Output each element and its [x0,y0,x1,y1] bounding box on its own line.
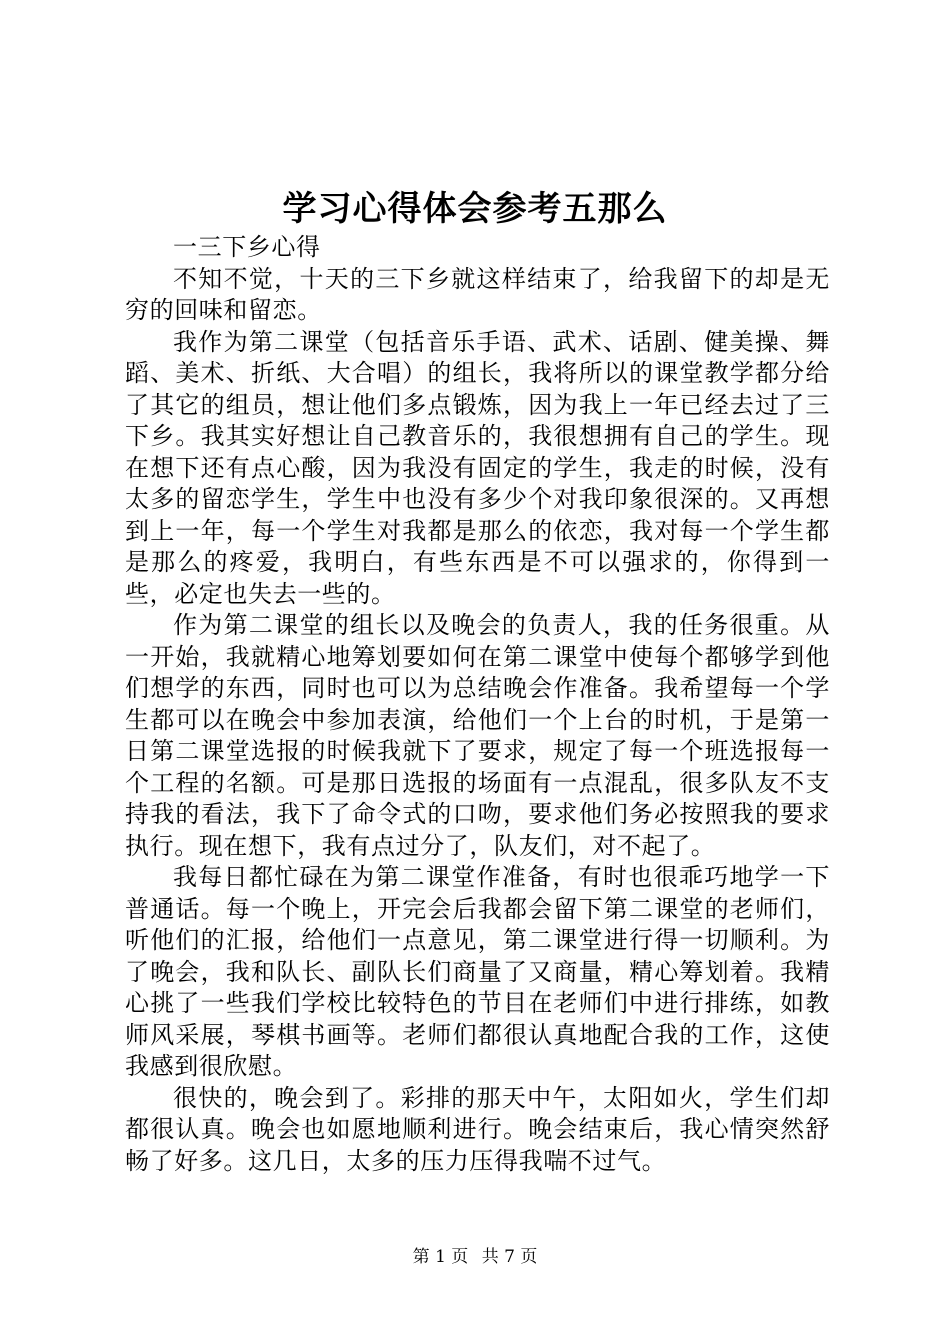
document-title: 学习心得体会参考五那么 [282,189,668,229]
paragraph-heading: 一三下乡心得 [173,233,321,261]
document-body [125,232,830,1177]
paragraph: 不知不觉，十天的三下乡就这样结束了，给我留下的却是无穷的回味和留恋。 [125,264,830,324]
paragraph: 我作为第二课堂（包括音乐手语、武术、话剧、健美操、舞蹈、美术、折纸、大合唱）的组长，我将所以的课堂教学都分给了其它的组员，想让他们多点锻炼，因为我上一年已经去过了三下乡。我其实好想让自己教音乐的，我很想拥有自己的学生。现在想下还有点心酸，因为我没有固定的学生，我走的时候，没有太多的留恋学生，学生中也没有多少个对我印象很深的。又再想到上一年，每一个学生对我都是那么的依恋，我对每一个学生都是那么的疼爱，我明白，有些东西是不可以强求的，你得到一些，必定也失去一些的。 [125,327,830,608]
page-number: 第 1 页 [412,1247,469,1267]
paragraph: 我每日都忙碌在为第二课堂作准备，有时也很乖巧地学一下普通话。每一个晚上，开完会后我都会留下第二课堂的老师们，听他们的汇报，给他们一点意见，第二课堂进行得一切顺利。为了晚会，我和队长、副队长们商量了又商量，精心筹划着。我精心挑了一些我们学校比较特色的节目在老师们中进行排练，如教师风采展，琴棋书画等。老师们都很认真地配合我的工作，这使我感到很欣慰。 [125,863,830,1080]
paragraph: 很快的，晚会到了。彩排的那天中午，太阳如火，学生们却都很认真。晚会也如愿地顺利进行。晚会结束后，我心情突然舒畅了好多。这几日，太多的压力压得我喘不过气。 [125,1083,830,1175]
page-total: 共 7 页 [481,1247,538,1267]
paragraph: 作为第二课堂的组长以及晚会的负责人，我的任务很重。从一开始，我就精心地筹划要如何在第二课堂中使每个都够学到他们想学的东西，同时也可以为总结晚会作准备。我希望每一个学生都可以在晚会中参加表演，给他们一个上台的时机，于是第一日第二课堂选报的时候我就下了要求，规定了每一个班选报每一个工程的名额。可是那日选报的场面有一点混乱，很多队友不支持我的看法，我下了命令式的口吻，要求他们务必按照我的要求执行。现在想下，我有点过分了，队友们，对不起了。 [125,611,830,860]
page-footer [0,1245,950,1269]
